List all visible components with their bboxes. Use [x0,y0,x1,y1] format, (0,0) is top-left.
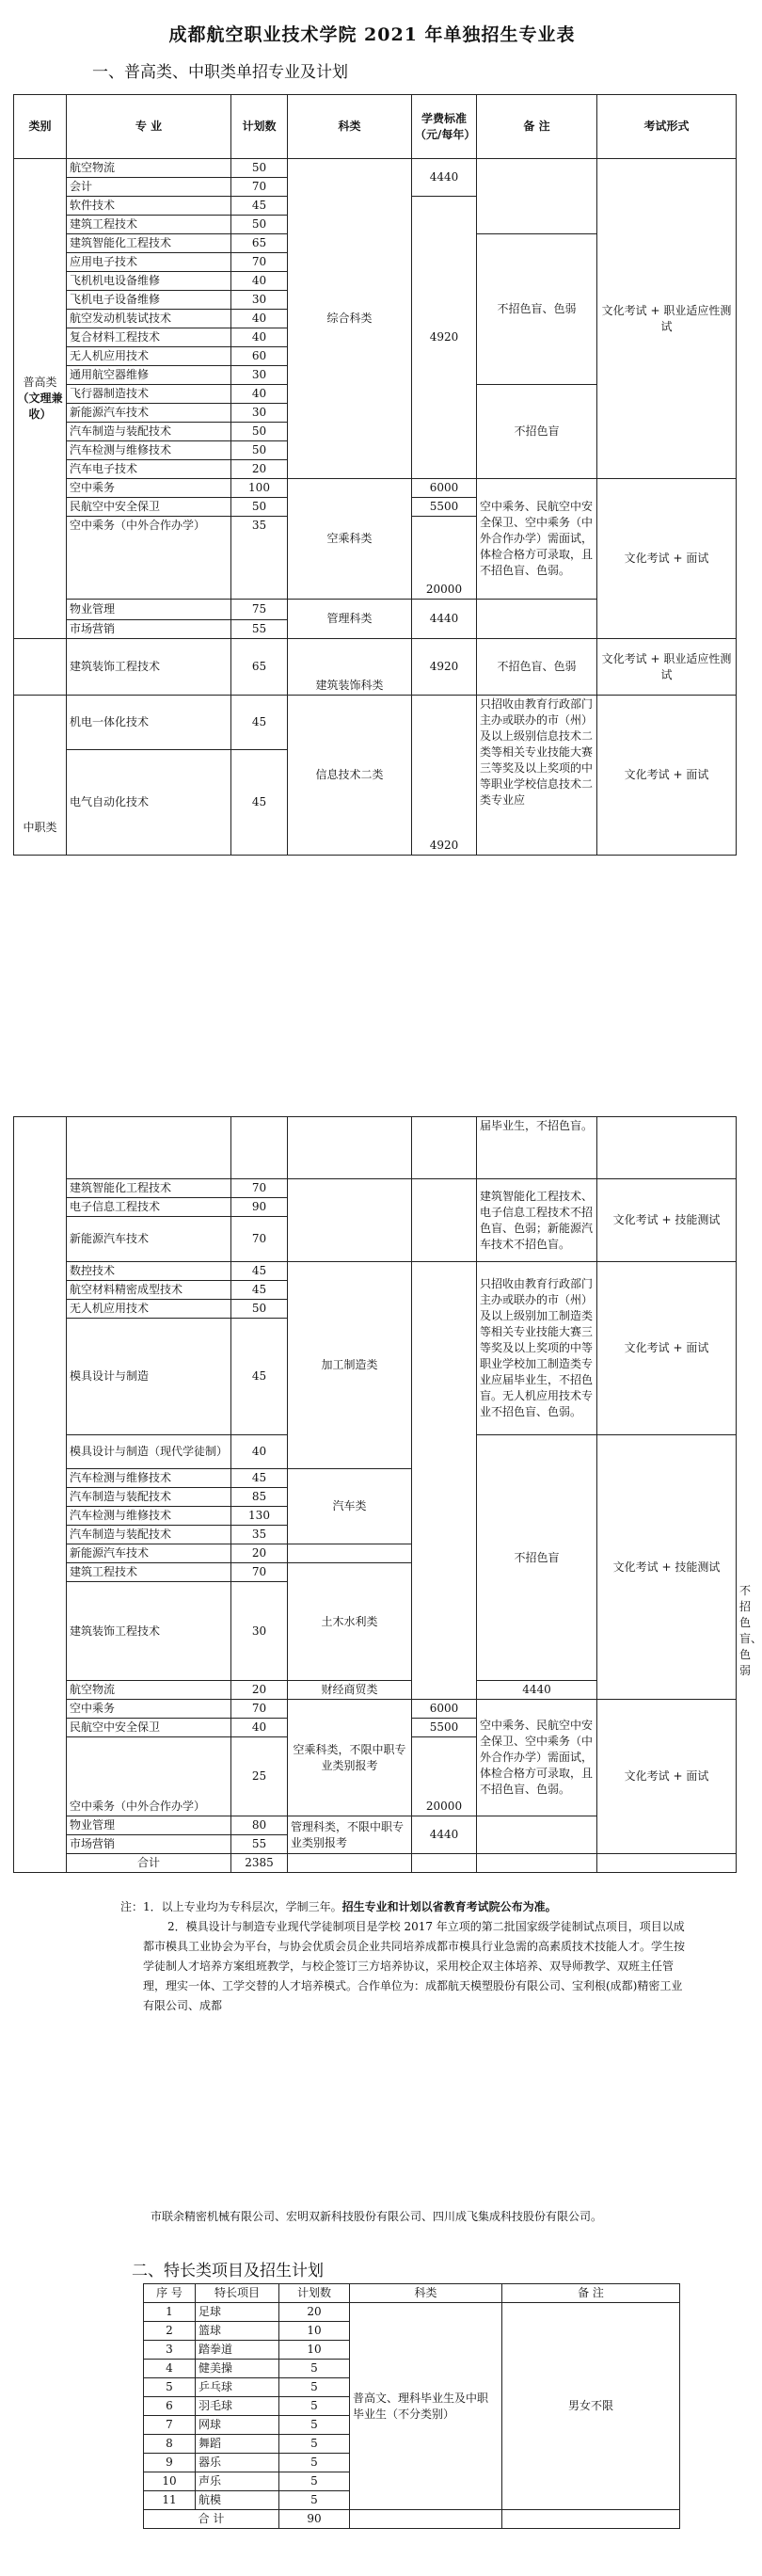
subject-cell: 综合科类 [288,159,412,479]
table-row-plan: 50 [231,423,288,441]
fee-cell: 5500 [412,498,477,517]
header-subject: 科类 [288,95,412,159]
table-row-major: 应用电子技术 [67,253,231,272]
subject-empty [288,1117,412,1179]
fee-cell: 6000 [412,1700,477,1719]
fee-cell: 4440 [412,600,477,639]
total-label: 合 计 [144,2510,279,2529]
header-item: 特长项目 [196,2284,279,2303]
fee-cell: 4440 [412,1816,477,1854]
major-table-2: 届毕业生，不招色盲。 建筑智能化工程技术 70 建筑智能化工程技术、电子信息工程技术不招色盲、色弱；新能源汽车技术不招色盲。 文化考试 + 技能测试 电子信息工程技术 90 新能源汽车技术 70 数控技术 45 加工制造类 只招收由教育行政部门主办或联办的市（州）及以上级别加工制造类等相关专业技能大赛三等奖及以上奖项的中等职业学校加工制造类专业应届毕业生，不招色盲。无人机应用技术专业不招色盲、色弱。 文化考试 + 面试 航空材料精密成型技术 45 无人机应用技术 50 模具设计与制造 45 模具设计与制造（现代学徒制） 40 不招色盲 文化考试 + 技能测试 汽车检测与维修技术 45 汽车类 汽车制造与装配技术 85 汽车检测与维修技术 130 汽车制造与装配技术 35 新能源汽车技术 20 建筑工程技术 70 土木水利类 建筑装饰工程技术 30 不招色盲、色弱 航空物流 20 财经商贸类 4440 空中乘务 70 空乘科类，不限中职专业类别报考 6000 空中乘务、民航空中安全保卫、空中乘务（中外合作办学）需面试，体检合格方可录取，且不招色盲、色弱。 文化考试 + 面试 民航空中安全保卫 40 5500 空中乘务（中外合作办学） 25 20000 物业管理 80 管理科类，不限中职专业类别报考 4440 市场营销 55 合计 2385 [13,1116,737,1873]
table-row-no: 8 [144,2435,196,2454]
fee-cell: 4920 [412,639,477,696]
subject-cell: 信息技术二类 [288,696,412,856]
remark-cell: 只招收由教育行政部门主办或联办的市（州）及以上级别加工制造类等相关专业技能大赛三等奖及以上奖项的中等职业学校加工制造类专业应届毕业生，不招色盲。无人机应用技术专业不招色盲、色弱。 [477,1262,597,1435]
category-note: （文理兼收） [17,392,63,421]
exam-cell: 文化考试 + 面试 [597,479,737,639]
table-row-plan: 80 [231,1816,288,1835]
note-prefix: 注： [120,1900,144,1913]
exam-cell: 文化考试 + 技能测试 [597,1179,737,1262]
header-subject: 科类 [350,2284,502,2303]
total-value: 90 [279,2510,350,2529]
table-row-plan: 25 [231,1737,288,1816]
remark-empty [477,1816,597,1854]
table-row-plan: 70 [231,1179,288,1198]
table-row-plan: 65 [231,639,288,696]
major-table-1 [13,94,737,856]
page-title: 成都航空职业技术学院 2021 年单独招生专业表 [168,24,576,45]
table-row-major: 电子信息工程技术 [67,1198,231,1217]
table-row-plan: 45 [231,1469,288,1488]
header-fee: 学费标准（元/每年） [412,95,477,159]
table-row-major: 空中乘务 [67,1700,231,1719]
table-row-plan: 55 [231,620,288,639]
table-row-major: 无人机应用技术 [67,1300,231,1319]
table-row-item: 健美操 [196,2360,279,2378]
remark-cell: 空中乘务、民航空中安全保卫、空中乘务（中外合作办学）需面试，体检合格方可录取，且不招色盲、色弱。 [477,479,597,600]
note-2: 2．模具设计与制造专业现代学徒制项目是学校 2017 年立项的第二批国家级学徒制试点项目，项目以成都市模具工业协会为平台，与协会优质会员企业共同培养成都市模具行业急需的高素质技术技能人才。学生按学徒制人才培养方案组班教学，与校企签订三方培养协议，采用校企双主体培养、双导师教学、双班主任管理，理实一体、工学交替的人才培养模式。合作单位为：成都航天模塑股份有限公司、宝利根(成都)精密工业有限公司、成都 [143,1920,686,2012]
table-row-plan: 30 [231,291,288,310]
table-row-plan: 50 [231,441,288,460]
subject-empty [288,1544,412,1563]
table-row-plan: 30 [231,1582,288,1681]
table-row-major: 物业管理 [67,1816,231,1835]
table-row-plan: 70 [231,1217,288,1262]
remark-cell: 届毕业生，不招色盲。 [477,1117,597,1179]
table-row-plan: 5 [279,2360,350,2378]
category-pugao [14,159,67,639]
fee-cell: 4920 [412,197,477,479]
table-row-plan: 70 [231,1700,288,1719]
header-remark: 备 注 [502,2284,680,2303]
remark-cell: 建筑智能化工程技术、电子信息工程技术不招色盲、色弱；新能源汽车技术不招色盲。 [477,1179,597,1262]
table-row-major: 新能源汽车技术 [67,1217,231,1262]
remark-cell: 不招色盲、色弱 [477,639,597,696]
exam-cell: 文化考试 + 职业适应性测试 [597,639,737,696]
table-row-major: 汽车电子技术 [67,460,231,479]
table-row-plan: 50 [231,159,288,178]
header-plan: 计划数 [279,2284,350,2303]
table-row-major: 无人机应用技术 [67,347,231,366]
specialty-table [143,2283,680,2529]
table-row-no: 5 [144,2378,196,2397]
subject-cell: 汽车类 [288,1469,412,1544]
table-row-major: 汽车制造与装配技术 [67,423,231,441]
exam-cell: 文化考试 + 职业适应性测试 [597,159,737,479]
table-row-major: 汽车制造与装配技术 [67,1488,231,1507]
table-row-major: 市场营销 [67,1835,231,1854]
table-row-no: 4 [144,2360,196,2378]
category-zhongzhi-cont [14,1117,67,1873]
exam-empty [597,1117,737,1179]
table-row-major: 飞行器制造技术 [67,385,231,404]
remark-cell: 男女不限 [502,2303,680,2510]
header-exam: 考试形式 [597,95,737,159]
table-row-plan: 45 [231,1281,288,1300]
table-row-no: 9 [144,2454,196,2472]
table-row-major: 通用航空器维修 [67,366,231,385]
fee-cell: 20000 [412,517,477,600]
table-row-item: 声乐 [196,2472,279,2491]
remark-cell-empty [477,159,597,234]
total-empty [597,1854,737,1873]
table-row-major: 软件技术 [67,197,231,216]
fee-cell: 4440 [412,159,477,197]
fee-empty [412,1262,477,1700]
remark-cell: 不招色盲 [477,385,597,479]
table-row-plan: 40 [231,272,288,291]
table-row-plan: 130 [231,1507,288,1526]
table-row-plan: 5 [279,2378,350,2397]
table-row-major: 建筑工程技术 [67,1563,231,1582]
table-row-plan: 5 [279,2416,350,2435]
table-row-plan: 75 [231,600,288,620]
table-row-plan: 45 [231,197,288,216]
subject-empty [288,1179,412,1262]
table-row-plan: 20 [279,2303,350,2322]
table-row-item: 羽毛球 [196,2397,279,2416]
table-row-item: 篮球 [196,2322,279,2341]
table-row-major: 机电一体化技术 [67,696,231,750]
table-row-plan: 35 [231,517,288,600]
table-row-plan: 55 [231,1835,288,1854]
total-empty [477,1854,597,1873]
table-row-plan: 45 [231,750,288,856]
table-row-major: 飞机电子设备维修 [67,291,231,310]
table-row-plan: 35 [231,1526,288,1544]
table-row-plan: 5 [279,2454,350,2472]
table-row-plan: 40 [231,328,288,347]
table-row-major-empty [67,1117,231,1179]
table-row-major: 物业管理 [67,600,231,620]
total-empty [350,2510,502,2529]
subject-cell: 空乘科类，不限中职专业类别报考 [288,1700,412,1816]
table-row-major: 空中乘务（中外合作办学） [67,517,231,600]
exam-cell: 文化考试 + 技能测试 [597,1435,737,1700]
remark-cell: 空中乘务、民航空中安全保卫、空中乘务（中外合作办学）需面试，体检合格方可录取，且不招色盲、色弱。 [477,1700,597,1816]
table-row-major: 空中乘务 [67,479,231,498]
subject-cell: 加工制造类 [288,1262,412,1469]
subject-cell: 土木水利类 [288,1563,412,1681]
table-row-item: 舞蹈 [196,2435,279,2454]
table-row-major: 建筑装饰工程技术 [67,1582,231,1681]
subject-cell: 普高文、理科毕业生及中职毕业生（不分类别） [350,2303,502,2510]
table-row-plan: 90 [231,1198,288,1217]
table-row-plan: 85 [231,1488,288,1507]
exam-cell: 文化考试 + 面试 [597,696,737,856]
note-1-bold: 招生专业和计划以省教育考试院公布为准。 [341,1900,557,1913]
table-row-plan: 70 [231,178,288,197]
table-row-major: 数控技术 [67,1262,231,1281]
table-row-major: 空中乘务（中外合作办学） [67,1737,231,1816]
table-row-major: 电气自动化技术 [67,750,231,856]
table-row-major: 航空物流 [67,1681,231,1700]
table-row-plan: 50 [231,216,288,234]
table-row-no: 2 [144,2322,196,2341]
table-row-plan: 40 [231,1719,288,1737]
table-row-plan: 70 [231,1563,288,1582]
exam-cell: 文化考试 + 面试 [597,1262,737,1435]
table-row-major: 建筑工程技术 [67,216,231,234]
fee-cell: 5500 [412,1719,477,1737]
category-label: 普高类 [23,376,57,389]
total-label: 合计 [67,1854,231,1873]
subject-cell: 建筑装饰科类 [288,639,412,696]
table-row-plan: 30 [231,404,288,423]
table-row-major: 新能源汽车技术 [67,404,231,423]
table-row-plan: 60 [231,347,288,366]
table-row-plan: 20 [231,1681,288,1700]
remark-cell: 不招色盲 [477,1435,597,1681]
table-row-major: 模具设计与制造 [67,1319,231,1435]
table-row-major: 民航空中安全保卫 [67,1719,231,1737]
fee-cell: 4440 [477,1681,597,1700]
note-1 [120,1897,685,1917]
note-1-text: 1．以上专业均为专科层次，学制三年。 [143,1900,342,1913]
table-row-item: 器乐 [196,2454,279,2472]
note-2-continued: 市联余精密机械有限公司、宏明双新科技股份有限公司、四川成飞集成科技股份有限公司。 [151,2210,603,2223]
table-row-plan: 5 [279,2491,350,2510]
table-row-plan-empty [231,1117,288,1179]
notes-block [120,1897,685,2016]
table-row-no: 1 [144,2303,196,2322]
table-row-major: 建筑智能化工程技术 [67,1179,231,1198]
exam-cell: 文化考试 + 面试 [597,1700,737,1854]
header-category: 类别 [14,95,67,159]
table-row-plan: 65 [231,234,288,253]
remark-cell: 不招色盲、色弱 [477,234,597,385]
fee-empty [412,1179,477,1262]
table-row-item: 网球 [196,2416,279,2435]
table-row-major: 航空材料精密成型技术 [67,1281,231,1300]
table-row-item: 航模 [196,2491,279,2510]
table-row-plan: 45 [231,1319,288,1435]
fee-cell: 6000 [412,479,477,498]
table-row-plan: 40 [231,385,288,404]
table-row-major: 航空物流 [67,159,231,178]
table-row-item: 踏拳道 [196,2341,279,2360]
table-row-no: 6 [144,2397,196,2416]
table-row-plan: 40 [231,1435,288,1469]
remark-cell-empty [477,600,597,639]
total-empty [412,1854,477,1873]
table-row-plan: 50 [231,498,288,517]
fee-cell: 20000 [412,1737,477,1816]
table-row-major: 市场营销 [67,620,231,639]
subject-cell: 管理科类，不限中职专业类别报考 [288,1816,412,1854]
table-row-major: 民航空中安全保卫 [67,498,231,517]
table-row-plan: 5 [279,2397,350,2416]
category-zhongzhi: 中职类 [14,696,67,856]
fee-cell: 4920 [412,696,477,856]
table-row-major: 汽车检测与维修技术 [67,1507,231,1526]
total-empty [288,1854,412,1873]
table-row-no: 10 [144,2472,196,2491]
table-row-no: 11 [144,2491,196,2510]
table-row-item: 乒乓球 [196,2378,279,2397]
header-remark: 备 注 [477,95,597,159]
total-value: 2385 [231,1854,288,1873]
table-row-major: 复合材料工程技术 [67,328,231,347]
total-empty [502,2510,680,2529]
category-empty [14,639,67,696]
table-row-plan: 5 [279,2472,350,2491]
table-row-plan: 20 [231,1544,288,1563]
table-row-plan: 10 [279,2341,350,2360]
table-row-major: 飞机机电设备维修 [67,272,231,291]
table-row-plan: 100 [231,479,288,498]
table-row-plan: 30 [231,366,288,385]
section-heading-1: 一、普高类、中职类单招专业及计划 [92,63,348,82]
header-no: 序 号 [144,2284,196,2303]
table-row-plan: 5 [279,2435,350,2454]
subject-cell: 空乘科类 [288,479,412,600]
table-row-major: 模具设计与制造（现代学徒制） [67,1435,231,1469]
table-row-major: 汽车制造与装配技术 [67,1526,231,1544]
header-plan: 计划数 [231,95,288,159]
table-row-plan: 45 [231,1262,288,1281]
table-row-major: 会计 [67,178,231,197]
fee-empty [412,1117,477,1179]
table-row-plan: 40 [231,310,288,328]
header-major: 专 业 [67,95,231,159]
table-row-plan: 45 [231,696,288,750]
table-row-major: 建筑装饰工程技术 [67,639,231,696]
table-row-plan: 20 [231,460,288,479]
table-row-major: 汽车检测与维修技术 [67,1469,231,1488]
table-row-major: 航空发动机装试技术 [67,310,231,328]
subject-cell: 财经商贸类 [288,1681,412,1700]
subject-cell: 管理科类 [288,600,412,639]
table-row-plan: 10 [279,2322,350,2341]
table-row-plan: 50 [231,1300,288,1319]
table-row-major: 新能源汽车技术 [67,1544,231,1563]
table-row-plan: 70 [231,253,288,272]
table-row-major: 建筑智能化工程技术 [67,234,231,253]
table-row-item: 足球 [196,2303,279,2322]
table-row-no: 3 [144,2341,196,2360]
table-row-no: 7 [144,2416,196,2435]
section-heading-2: 二、特长类项目及招生计划 [132,2262,324,2280]
remark-cell: 只招收由教育行政部门主办或联办的市（州）及以上级别信息技术二类等相关专业技能大赛三等奖及以上奖项的中等职业学校信息技术二类专业应 [477,696,597,856]
table-row-major: 汽车检测与维修技术 [67,441,231,460]
